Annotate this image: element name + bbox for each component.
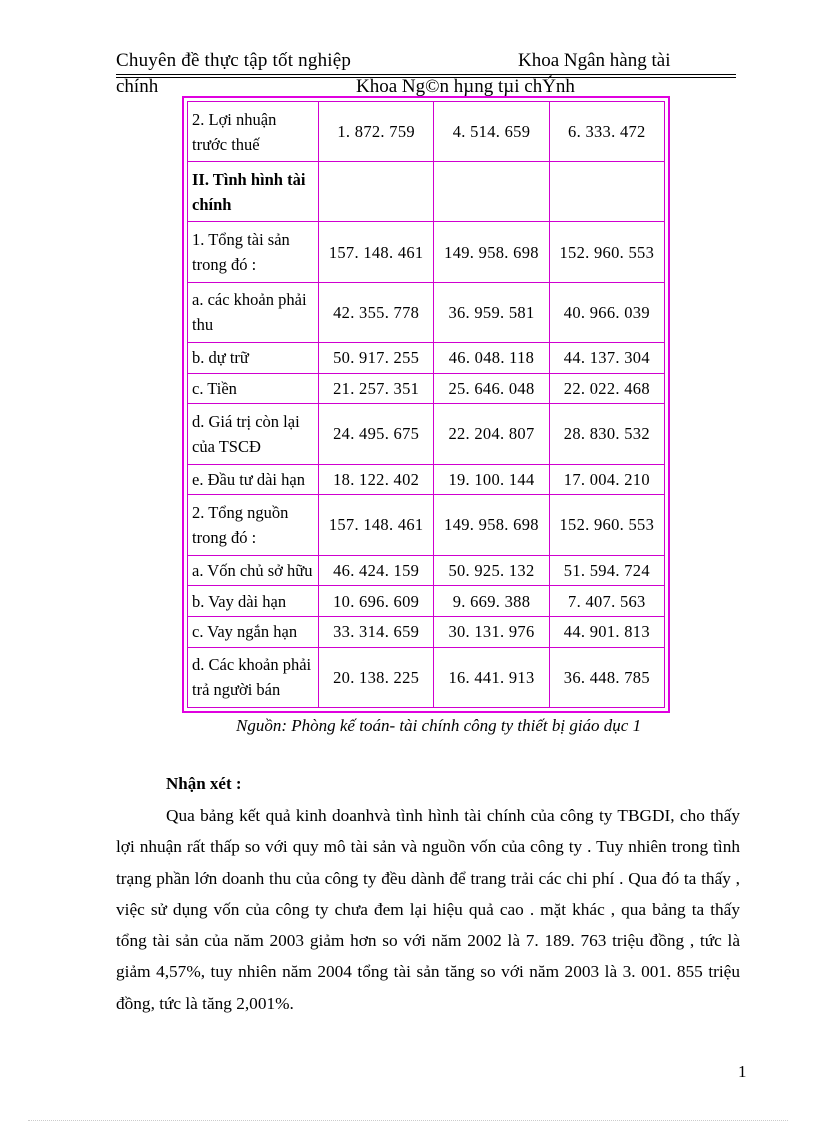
row-label: e. Đầu tư dài hạn	[188, 464, 319, 495]
row-value-v2: 22. 204. 807	[434, 404, 549, 464]
row-value-v3: 44. 137. 304	[549, 342, 664, 373]
header-garbled-text: Khoa Ng©n hµng tµi chÝnh	[356, 76, 575, 97]
row-value-v1: 157. 148. 461	[319, 495, 434, 555]
row-label: 2. Lợi nhuận trước thuế	[188, 102, 319, 162]
row-value-v3: 7. 407. 563	[549, 586, 664, 617]
row-value-v1: 42. 355. 778	[319, 282, 434, 342]
row-value-v2: 149. 958. 698	[434, 495, 549, 555]
row-value-v1: 18. 122. 402	[319, 464, 434, 495]
table-row	[188, 586, 665, 617]
remark-heading: Nhận xét :	[166, 774, 242, 793]
row-label: c. Tiền	[188, 373, 319, 404]
row-value-v2: 16. 441. 913	[434, 647, 549, 707]
row-value-v2: 149. 958. 698	[434, 222, 549, 282]
row-value-v2: 46. 048. 118	[434, 342, 549, 373]
row-label: d. Các khoản phải trả người bán	[188, 647, 319, 707]
table-row	[188, 373, 665, 404]
footer-divider	[28, 1120, 788, 1121]
table-source-note: Nguồn: Phòng kế toán- tài chính công ty thiết bị giáo dục 1	[236, 716, 642, 735]
row-value-v3	[549, 162, 664, 222]
table-row	[188, 342, 665, 373]
table-row	[188, 555, 665, 586]
table-row	[188, 282, 665, 342]
financial-table-frame	[182, 96, 670, 713]
row-value-v3: 6. 333. 472	[549, 102, 664, 162]
row-value-v3: 40. 966. 039	[549, 282, 664, 342]
row-value-v2: 36. 959. 581	[434, 282, 549, 342]
header-rule	[116, 74, 736, 75]
row-label: b. dự trữ	[188, 342, 319, 373]
row-value-v2: 25. 646. 048	[434, 373, 549, 404]
table-row	[188, 647, 665, 707]
row-value-v3: 44. 901. 813	[549, 616, 664, 647]
row-value-v1: 21. 257. 351	[319, 373, 434, 404]
row-value-v1: 157. 148. 461	[319, 222, 434, 282]
row-label: 1. Tổng tài sản trong đó :	[188, 222, 319, 282]
table-row	[188, 102, 665, 162]
table-row	[188, 404, 665, 464]
row-value-v2: 30. 131. 976	[434, 616, 549, 647]
row-value-v3: 17. 004. 210	[549, 464, 664, 495]
row-value-v3: 152. 960. 553	[549, 222, 664, 282]
row-label: a. các khoản phải thu	[188, 282, 319, 342]
row-label: b. Vay dài hạn	[188, 586, 319, 617]
row-value-v2: 50. 925. 132	[434, 555, 549, 586]
header-department-wrap: chính	[116, 76, 159, 97]
header-department: Khoa Ngân hàng tài	[518, 50, 671, 71]
row-label: d. Giá trị còn lại của TSCĐ	[188, 404, 319, 464]
row-value-v2	[434, 162, 549, 222]
row-value-v1: 24. 495. 675	[319, 404, 434, 464]
row-value-v1	[319, 162, 434, 222]
page-number: 1	[738, 1062, 747, 1081]
row-label: II. Tình hình tài chính	[188, 162, 319, 222]
row-value-v3: 22. 022. 468	[549, 373, 664, 404]
row-value-v3: 36. 448. 785	[549, 647, 664, 707]
table-row	[188, 616, 665, 647]
row-value-v1: 10. 696. 609	[319, 586, 434, 617]
row-value-v1: 33. 314. 659	[319, 616, 434, 647]
table-row	[188, 464, 665, 495]
row-label: a. Vốn chủ sở hữu	[188, 555, 319, 586]
remark-paragraph: Qua bảng kết quả kinh doanhvà tình hình tài chính của công ty TBGDI, cho thấy lợi nhuận rất thấp so với quy mô tài sản và nguồn vốn của công ty . Tuy nhiên trong tình trạng phần lớn doanh thu của công ty đều dành để trang trải các chi phí . Qua đó ta thấy , việc sử dụng vốn của công ty chưa đem lại hiệu quả cao . mặt khác , qua bảng ta thấy tổng tài sản của năm 2003 giảm hơn so với năm 2002 là 7. 189. 763 triệu đồng , tức là giảm 4,57%, tuy nhiên năm 2004 tổng tài sản tăng so với năm 2003 là 3. 001. 855 triệu đồng, tức là tăng 2,001%.	[116, 806, 740, 1013]
row-value-v2: 19. 100. 144	[434, 464, 549, 495]
row-value-v1: 1. 872. 759	[319, 102, 434, 162]
table-row	[188, 222, 665, 282]
row-value-v2: 9. 669. 388	[434, 586, 549, 617]
table-row	[188, 495, 665, 555]
row-value-v3: 28. 830. 532	[549, 404, 664, 464]
header-title: Chuyên đề thực tập tốt nghiệp	[116, 50, 352, 71]
table-row	[188, 162, 665, 222]
row-value-v3: 51. 594. 724	[549, 555, 664, 586]
row-label: c. Vay ngắn hạn	[188, 616, 319, 647]
financial-table	[187, 101, 665, 708]
row-value-v1: 20. 138. 225	[319, 647, 434, 707]
row-value-v2: 4. 514. 659	[434, 102, 549, 162]
row-value-v1: 50. 917. 255	[319, 342, 434, 373]
row-label: 2. Tổng nguồn trong đó :	[188, 495, 319, 555]
row-value-v1: 46. 424. 159	[319, 555, 434, 586]
row-value-v3: 152. 960. 553	[549, 495, 664, 555]
